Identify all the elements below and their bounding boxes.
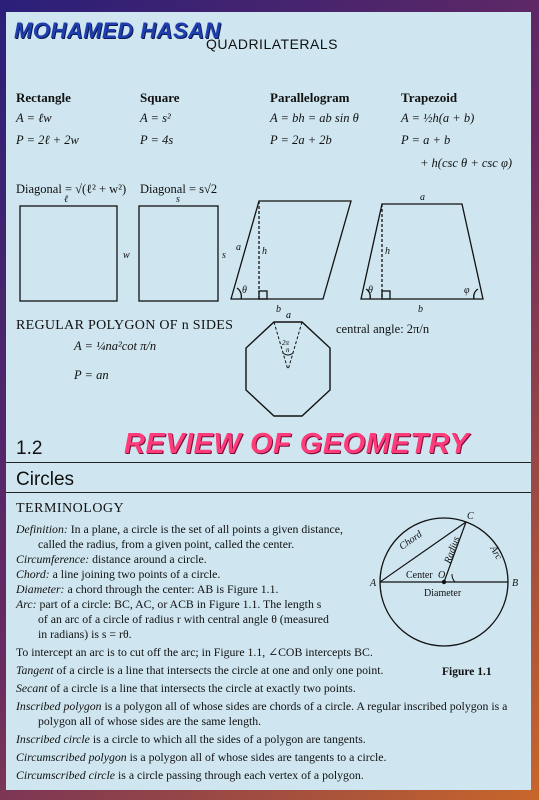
octagon-label-angle: 2π [282,339,290,347]
rectangle-diagonal: Diagonal = √(ℓ² + w²) [16,182,127,196]
figure-label-b: B [512,578,519,589]
octagon-shape [246,322,330,416]
trapezoid-heading: Trapezoid [401,90,458,105]
figure-label-radius: Radius [442,535,463,566]
circles-divider [6,492,531,493]
definition-line: Diameter: a chord through the center: AB is Figure 1.1. [16,582,279,596]
octagon-label-a: a [286,310,291,321]
trapezoid-perimeter: P = a + b [401,133,451,147]
definition-line: To intercept an arc is to cut off the arc; in Figure 1.1, ∠COB intercepts BC. [16,645,373,659]
trapezoid-label-a: a [420,192,425,203]
rectangle-label-l: ℓ [64,194,69,205]
parallelogram-label-b: b [276,304,281,315]
trapezoid-label-b: b [418,304,423,315]
circles-heading: Circles [16,469,75,490]
circle-figure [366,504,526,664]
polygon-perimeter: P = an [74,368,109,382]
trapezoid-label-theta: θ [368,285,373,296]
polygon-area: A = ¼na²cot π/n [74,339,157,353]
trapezoid-label-h: h [385,246,390,257]
figure-label-o: O [438,570,446,581]
definition-line: Arc: part of a circle: BC, AC, or ACB in Figure 1.1. The length s [16,597,322,611]
trapezoid-label-phi: φ [464,285,470,296]
trapezoid-area: A = ½h(a + b) [401,111,475,125]
definition-line: Inscribed polygon is a polygon all of whose sides are chords of a circle. A regular inscribed polygon is a [16,699,508,713]
rectangle-perimeter: P = 2ℓ + 2w [16,133,79,147]
definition-line: Secant of a circle is a line that intersects the circle at exactly two points. [16,681,356,695]
figure-label-chord: Chord [397,528,425,553]
definition-line: called the radius, from a given point, called the center. [38,537,295,551]
figure-caption: Figure 1.1 [442,666,492,678]
section-divider [6,462,531,463]
polygon-central-angle: central angle: 2π/n [336,322,430,336]
definition-line: of an arc of a circle of radius r with central angle θ (measured [38,612,329,626]
review-banner: REVIEW OF GEOMETRY [124,428,470,460]
figure-label-c: C [467,511,474,522]
octagon-label-n: n [286,346,290,354]
square-label-top: s [176,194,180,205]
figure-label-a: A [370,578,377,589]
definition-line: Definition: In a plane, a circle is the set of all points a given distance, [16,522,343,536]
parallelogram-shape [231,201,351,299]
rectangle-area: A = ℓw [16,111,52,125]
parallelogram-perimeter: P = 2a + 2b [270,133,332,147]
definition-line: Circumscribed polygon is a polygon all of whose sides are tangents to a circle. [16,750,387,764]
square-heading: Square [140,90,180,105]
definition-line: Tangent of a circle is a line that intersects the circle at one and only one point. [16,663,384,677]
rectangle-shape [20,206,117,301]
definition-line: Chord: a line joining two points of a circle. [16,567,221,581]
definition-line: Circumscribed circle is a circle passing through each vertex of a polygon. [16,768,364,782]
parallelogram-heading: Parallelogram [270,90,350,105]
brand-title: MOHAMED HASAN [14,18,221,43]
square-label-side: s [222,250,226,261]
quadrilaterals-heading: QUADRILATERALS [206,36,338,52]
figure-label-center: Center [406,570,433,581]
octagon-figure [238,308,338,426]
definition-line: Inscribed circle is a circle to which all the sides of a polygon are tangents. [16,732,366,746]
square-diagonal: Diagonal = s√2 [140,182,218,196]
trapezoid-perimeter-extra: + h(csc θ + csc φ) [420,156,513,170]
section-number: 1.2 [16,438,43,459]
parallelogram-label-a: a [236,242,241,253]
square-perimeter: P = 4s [140,133,174,147]
parallelogram-label-theta: θ [242,285,247,296]
rectangle-label-w: w [123,250,130,261]
terminology-heading: TERMINOLOGY [16,501,125,516]
figure-label-arc: Arc [487,544,504,562]
definition-line: polygon all of whose sides are the same length. [38,714,262,728]
figure-label-diameter: Diameter [424,588,462,599]
square-shape [139,206,218,301]
definition-line: in radians) is s = rθ. [38,627,132,641]
definition-line: Circumference: distance around a circle. [16,552,207,566]
document-page [6,12,531,790]
polygon-heading: REGULAR POLYGON OF n SIDES [16,318,234,333]
quadrilateral-figures [6,192,531,317]
parallelogram-area: A = bh = ab sin θ [270,111,359,125]
parallelogram-label-h: h [262,246,267,257]
square-area: A = s² [140,111,171,125]
rectangle-heading: Rectangle [16,90,71,105]
